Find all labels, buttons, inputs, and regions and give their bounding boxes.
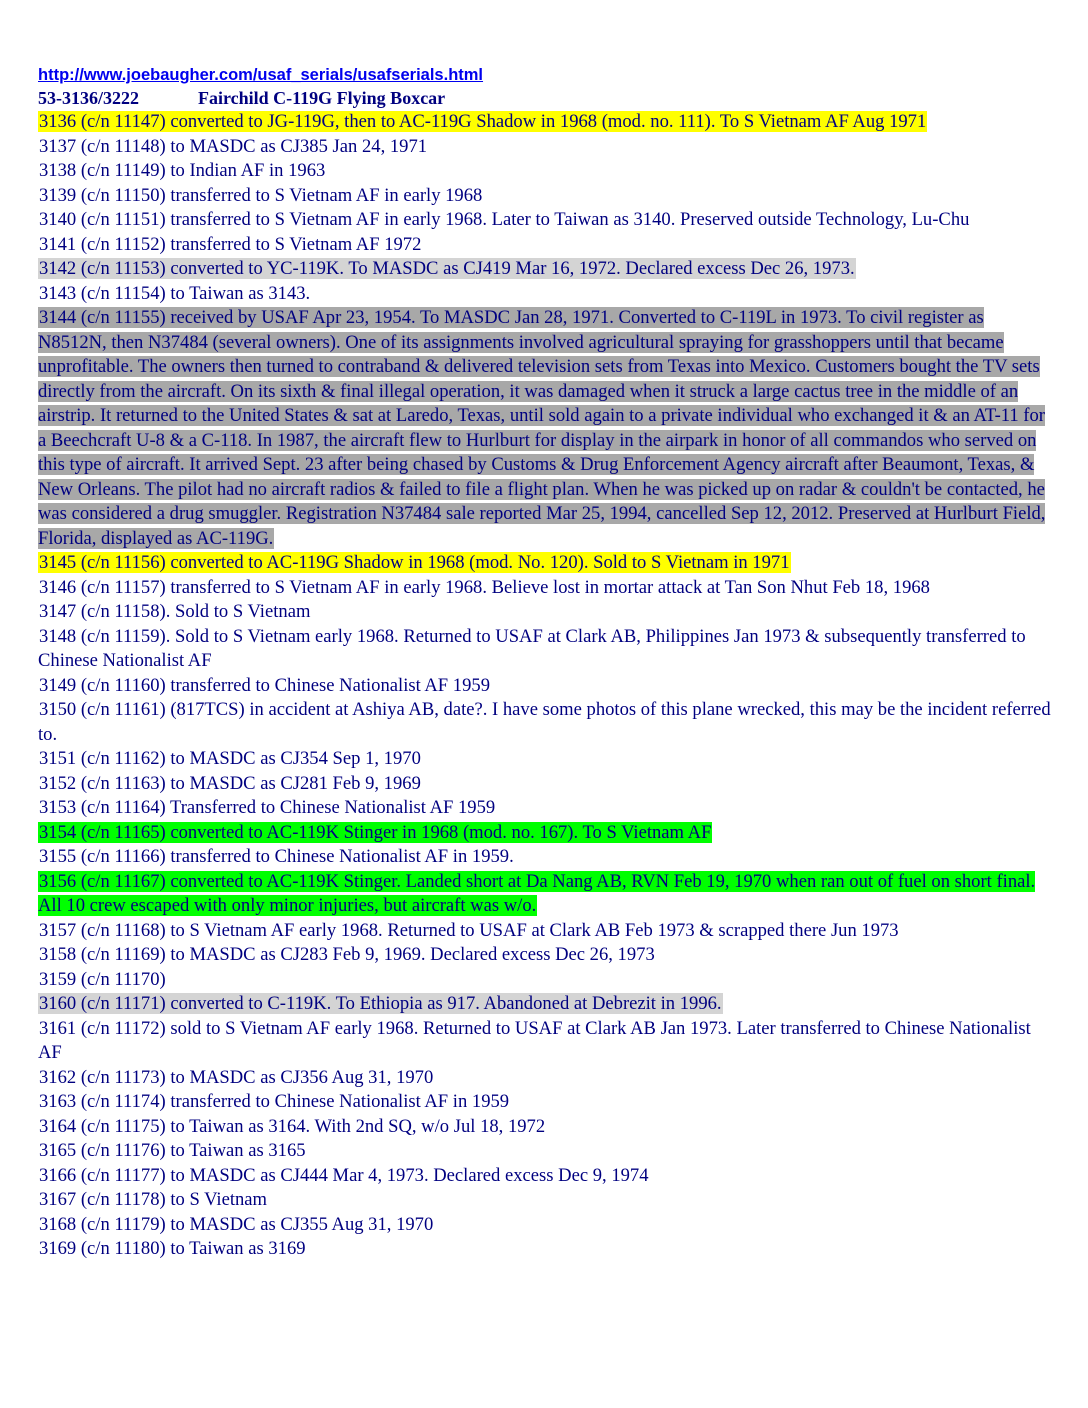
serial-entry — [38, 208, 1052, 233]
serial-entry-text: 3143 (c/n 11154) to Taiwan as 3143. — [39, 282, 311, 304]
serial-entry-text: 3147 (c/n 11158). Sold to S Vietnam — [39, 601, 311, 622]
serial-entry-text: 3136 (c/n 11147) converted to JG-119G, then to AC-119G Shadow in 1968 (mod. no. 111). To S Vietnam AF Aug 1971 — [39, 111, 927, 132]
serial-entry-text: 3154 (c/n 11165) converted to AC-119K Stinger in 1968 (mod. no. 167). To S Vietnam AF — [39, 821, 712, 843]
serial-entry-text: 3160 (c/n 11171) converted to C-119K. To Ethiopia as 917. Abandoned at Debrezit in 1996. — [39, 993, 722, 1014]
serial-entry — [38, 1139, 1052, 1164]
serial-entry-text: 3153 (c/n 11164) Transferred to Chinese Nationalist AF 1959 — [39, 797, 496, 818]
serial-entry — [38, 306, 1052, 551]
serial-entry-list — [38, 110, 1052, 1262]
serial-entry — [38, 551, 1052, 576]
serial-entry-text: 3145 (c/n 11156) converted to AC-119G Shadow in 1968 (mod. No. 120). Sold to S Vietnam in 1971 — [39, 552, 790, 573]
serial-entry-text: 3150 (c/n 11161) (817TCS) in accident at Ashiya AB, date?. I have some photos of this plane wrecked, this may be the incident referred to. — [38, 699, 1051, 745]
serial-entry-text: 3164 (c/n 11175) to Taiwan as 3164. With 2nd SQ, w/o Jul 18, 1972 — [39, 1115, 546, 1137]
serial-entry — [38, 772, 1052, 797]
serial-entry — [38, 1213, 1052, 1238]
serial-entry — [38, 576, 1052, 601]
serial-entry — [38, 919, 1052, 944]
serial-entry-text: 3137 (c/n 11148) to MASDC as CJ385 Jan 24, 1971 — [39, 135, 428, 157]
serial-entry — [38, 600, 1052, 625]
serial-entry-text: 3152 (c/n 11163) to MASDC as CJ281 Feb 9, 1969 — [39, 772, 421, 794]
serial-entry-text: 3149 (c/n 11160) transferred to Chinese Nationalist AF 1959 — [39, 674, 490, 696]
document-title — [38, 86, 1052, 110]
serial-entry-text: 3157 (c/n 11168) to S Vietnam AF early 1968. Returned to USAF at Clark AB Feb 1973 & scrapped there Jun 1973 — [39, 919, 899, 941]
serial-entry-text: 3159 (c/n 11170) — [39, 968, 166, 990]
serial-entry — [38, 845, 1052, 870]
serial-entry-text: 3161 (c/n 11172) sold to S Vietnam AF early 1968. Returned to USAF at Clark AB Jan 1973. Later transferred to Chinese Nationalist AF — [38, 1017, 1031, 1063]
serial-entry-text: 3146 (c/n 11157) transferred to S Vietnam AF in early 1968. Believe lost in mortar attack at Tan Son Nhut Feb 18, 1968 — [39, 576, 930, 598]
serial-entry — [38, 1090, 1052, 1115]
serial-entry — [38, 1237, 1052, 1262]
serial-entry-text: 3142 (c/n 11153) converted to YC-119K. To MASDC as CJ419 Mar 16, 1972. Declared excess Dec 26, 1973. — [39, 258, 855, 279]
serial-entry — [38, 110, 1052, 135]
source-link[interactable]: http://www.joebaugher.com/usaf_serials/usafserials.html — [38, 66, 484, 84]
serial-entry — [38, 1066, 1052, 1091]
serial-entry — [38, 1115, 1052, 1140]
serial-entry — [38, 747, 1052, 772]
serial-entry-text: 3155 (c/n 11166) transferred to Chinese Nationalist AF in 1959. — [39, 846, 514, 867]
serial-entry — [38, 159, 1052, 184]
serial-entry — [38, 1188, 1052, 1213]
serial-entry-text: 3144 (c/n 11155) received by USAF Apr 23, 1954. To MASDC Jan 28, 1971. Converted to C-119L in 1973. To civil register as N8512N, then N37484 (several owners). One of its assignments involved agricultural spraying for grasshoppers until that became unprofitable. The owners then turned to contraband & delivered television sets from Texas into Mexico. Customers bought the TV sets directly from the aircraft. On its sixth & final illegal operation, it was damaged when it struck a large cactus tree in the middle of an airstrip. It returned to the United States & sat at Laredo, Texas, until sold again to a private individual who exchanged it & an AT-11 for a Beechcraft U-8 & a C-118. In 1987, the aircraft flew to Hurlburt for display in the airpark in honor of all commandos who served on this type of aircraft. It arrived Sept. 23 after being chased by Customs & Drug Enforcement Agency aircraft after Beaumont, Texas, & New Orleans. The pilot had no aircraft radios & failed to file a flight plan. When he was picked up on radar & couldn't be contacted, he was considered a drug smuggler. Registration N37484 sale reported Mar 25, 1994, cancelled Sep 12, 2012. Preserved at Hurlburt Field, Florida, displayed as AC-119G. — [38, 307, 1046, 549]
serial-entry-text: 3151 (c/n 11162) to MASDC as CJ354 Sep 1, 1970 — [39, 748, 421, 769]
serial-entry — [38, 1164, 1052, 1189]
serial-entry — [38, 821, 1052, 846]
serial-entry — [38, 1017, 1052, 1066]
serial-entry-text: 3139 (c/n 11150) transferred to S Vietnam AF in early 1968 — [39, 184, 483, 206]
serial-entry-text: 3156 (c/n 11167) converted to AC-119K Stinger. Landed short at Da Nang AB, RVN Feb 19, 1970 when ran out of fuel on short final. All 10 crew escaped with only minor injuries, but aircraft was w/o. — [38, 870, 1036, 916]
serial-entry-text: 3148 (c/n 11159). Sold to S Vietnam early 1968. Returned to USAF at Clark AB, Philippines Jan 1973 & subsequently transferred to Chinese Nationalist AF — [38, 625, 1026, 671]
serial-entry-text: 3141 (c/n 11152) transferred to S Vietnam AF 1972 — [39, 233, 422, 255]
serial-entry — [38, 943, 1052, 968]
serial-entry — [38, 625, 1052, 674]
serial-entry-text: 3168 (c/n 11179) to MASDC as CJ355 Aug 31, 1970 — [39, 1213, 434, 1235]
serial-entry — [38, 698, 1052, 747]
serial-entry-text: 3169 (c/n 11180) to Taiwan as 3169 — [39, 1238, 306, 1259]
serial-entry — [38, 257, 1052, 282]
serial-entry — [38, 135, 1052, 160]
serial-entry-text: 3165 (c/n 11176) to Taiwan as 3165 — [39, 1140, 306, 1161]
serial-entry-text: 3167 (c/n 11178) to S Vietnam — [39, 1189, 268, 1210]
serial-entry-text: 3138 (c/n 11149) to Indian AF in 1963 — [39, 160, 326, 181]
serial-entry — [38, 968, 1052, 993]
serial-entry-text: 3163 (c/n 11174) transferred to Chinese Nationalist AF in 1959 — [39, 1091, 510, 1112]
serial-entry — [38, 233, 1052, 258]
serial-entry — [38, 184, 1052, 209]
serial-range: 53-3136/3222 — [38, 88, 139, 108]
serial-entry-text: 3162 (c/n 11173) to MASDC as CJ356 Aug 31, 1970 — [39, 1066, 434, 1088]
serial-entry-text: 3166 (c/n 11177) to MASDC as CJ444 Mar 4, 1973. Declared excess Dec 9, 1974 — [39, 1164, 649, 1186]
serial-entry — [38, 282, 1052, 307]
serial-entry-text: 3158 (c/n 11169) to MASDC as CJ283 Feb 9, 1969. Declared excess Dec 26, 1973 — [39, 944, 655, 965]
serial-entry — [38, 796, 1052, 821]
serial-entry — [38, 674, 1052, 699]
serial-entry-text: 3140 (c/n 11151) transferred to S Vietnam AF in early 1968. Later to Taiwan as 3140. Preserved outside Technology, Lu-Chu — [39, 209, 970, 230]
aircraft-type: Fairchild C-119G Flying Boxcar — [198, 88, 446, 108]
serial-entry — [38, 992, 1052, 1017]
serial-entry — [38, 870, 1052, 919]
